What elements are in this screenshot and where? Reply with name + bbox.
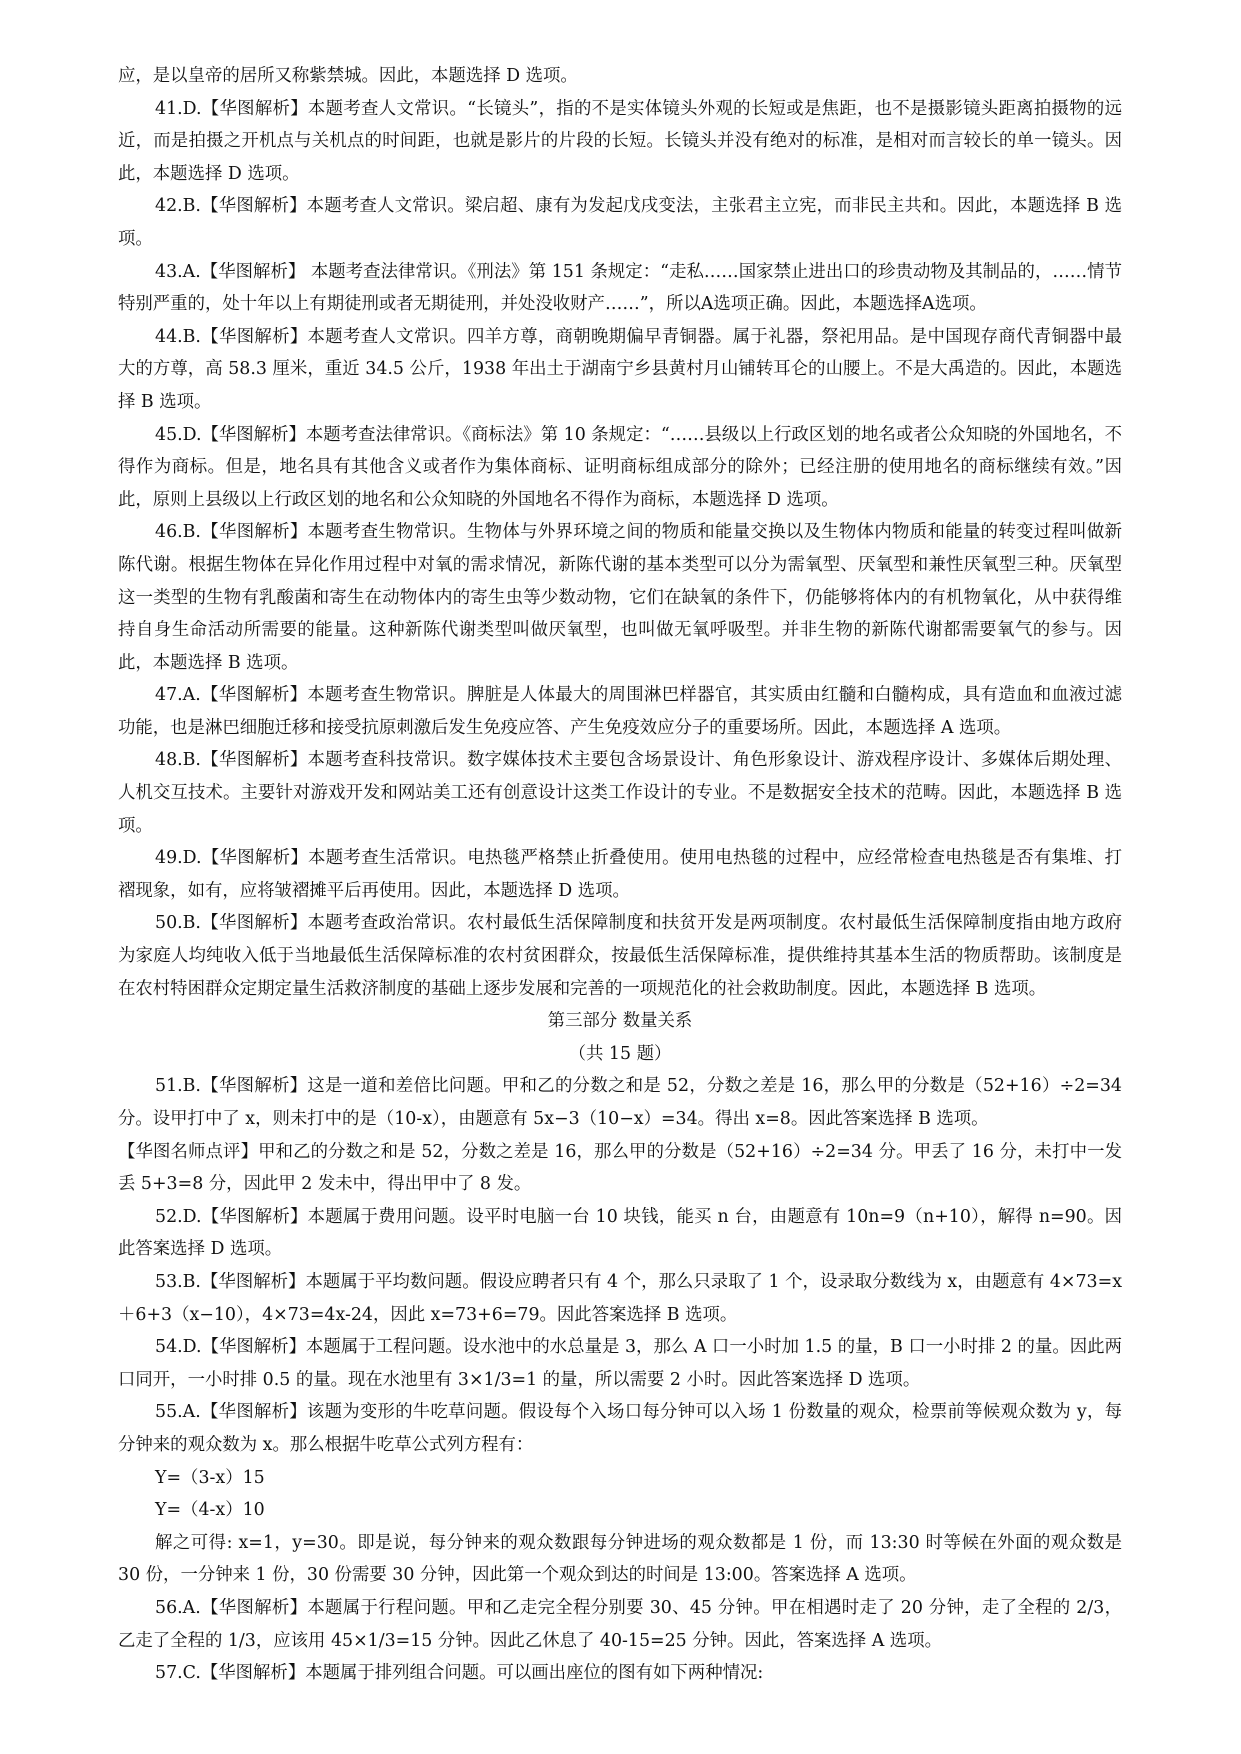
equation-line-2: Y=（4-x）10: [155, 1500, 265, 1521]
paragraph-answer-54: 54.D.【华图解析】本题属于工程问题。设水池中的水总量是 3，那么 A 口一小时加 1.5 的量，B 口一小时排 2 的量。因此两口同开，一小时排 0.5 的量。现在水池里有 3×1/3=1 的量，所以需要 2 小时。因此答案选择 D 选项。: [118, 1337, 1122, 1390]
paragraph-solution-55: 解之可得: x=1，y=30。即是说，每分钟来的观众数跟每分钟进场的观众数都是 1 份，而 13:30 时等候在外面的观众数是 30 份，一分钟来 1 份，30 份需要 30 分钟，因此第一个观众到达的时间是 13:00。答案选择 A 选项。: [118, 1532, 1122, 1586]
paragraph-answer-50: 50.B.【华图解析】本题考查政治常识。农村最低生活保障制度和扶贫开发是两项制度。农村最低生活保障制度指由地方政府为家庭人均纯收入低于当地最低生活保障标准的农村贫困群众，按最低生活保障标准，提供维持其基本生活的物质帮助。该制度是在农村特困群众定期定量生活救济制度的基础上逐步发展和完善的一项规范化的社会救助制度。因此，本题选择 B 选项。: [118, 913, 1122, 999]
paragraph-answer-56: 56.A.【华图解析】本题属于行程问题。甲和乙走完全程分别要 30、45 分钟。甲在相遇时走了 20 分钟，走了全程的 2/3，乙走了全程的 1/3，应该用 45×1/3=15 分钟。因此乙休息了 40-15=25 分钟。因此，答案选择 A 选项。: [118, 1597, 1122, 1651]
paragraph-40-end: 应，是以皇帝的居所又称紫禁城。因此，本题选择 D 选项。: [118, 66, 578, 86]
section-subheading: （共 15 题）: [568, 1043, 672, 1064]
paragraph-answer-47: 47.A.【华图解析】本题考查生物常识。脾脏是人体最大的周围淋巴样器官，其实质由红髓和白髓构成，具有造血和血液过滤功能，也是淋巴细胞迁移和接受抗原刺激后发生免疫应答、产生免疫效应分子的重要场所。因此，本题选择 A 选项。: [118, 685, 1122, 738]
paragraph-teacher-comment: 【华图名师点评】甲和乙的分数之和是 52，分数之差是 16，那么甲的分数是（52+16）÷2=34 分。甲丢了 16 分，未打中一发丢 5+3=8 分，因此甲 2 发未中，得出甲中了 8 发。: [118, 1141, 1122, 1195]
paragraph-answer-48: 48.B.【华图解析】本题考查科技常识。数字媒体技术主要包含场景设计、角色形象设计、游戏程序设计、多媒体后期处理、人机交互技术。主要针对游戏开发和网站美工还有创意设计这类工作设计的专业。不是数据安全技术的范畴。因此，本题选择 B 选项。: [118, 750, 1122, 836]
paragraph-answer-41: 41.D.【华图解析】本题考查人文常识。“长镜头”，指的不是实体镜头外观的长短或是焦距，也不是摄影镜头距离拍摄物的远近，而是拍摄之开机点与关机点的时间距，也就是影片的片段的长短。长镜头并没有绝对的标准，是相对而言较长的单一镜头。因此，本题选择 D 选项。: [118, 98, 1122, 184]
document-page: [118, 60, 1122, 1690]
paragraph-answer-42: 42.B.【华图解析】本题考查人文常识。梁启超、康有为发起戊戌变法，主张君主立宪，而非民主共和。因此，本题选择 B 选项。: [118, 196, 1122, 249]
paragraph-answer-46: 46.B.【华图解析】本题考查生物常识。生物体与外界环境之间的物质和能量交换以及生物体内物质和能量的转变过程叫做新陈代谢。根据生物体在异化作用过程中对氧的需求情况，新陈代谢的基本类型可以分为需氧型、厌氧型和兼性厌氧型三种。厌氧型这一类型的生物有乳酸菌和寄生在动物体内的寄生虫等少数动物，它们在缺氧的条件下，仍能够将体内的有机物氧化，从中获得维持自身生命活动所需要的能量。这种新陈代谢类型叫做厌氧型，也叫做无氧呼吸型。并非生物的新陈代谢都需要氧气的参与。因此，本题选择 B 选项。: [118, 522, 1122, 673]
paragraph-answer-49: 49.D.【华图解析】本题考查生活常识。电热毯严格禁止折叠使用。使用电热毯的过程中，应经常检查电热毯是否有集堆、打褶现象，如有，应将皱褶摊平后再使用。因此，本题选择 D 选项。: [118, 848, 1122, 901]
paragraph-answer-52: 52.D.【华图解析】本题属于费用问题。设平时电脑一台 10 块钱，能买 n 台，由题意有 10n=9（n+10），解得 n=90。因此答案选择 D 选项。: [118, 1206, 1122, 1260]
section-heading: 第三部分 数量关系: [547, 1011, 693, 1032]
paragraph-answer-55: 55.A.【华图解析】该题为变形的牛吃草问题。假设每个入场口每分钟可以入场 1 份数量的观众，检票前等候观众数为 y，每分钟来的观众数为 x。那么根据牛吃草公式列方程有：: [118, 1402, 1122, 1455]
paragraph-answer-43: 43.A.【华图解析】 本题考查法律常识。《刑法》第 151 条规定：“走私……国家禁止进出口的珍贵动物及其制品的，……情节特别严重的，处十年以上有期徒刑或者无期徒刑，并处没收财产……”，所以A选项正确。因此，本题选择A选项。: [118, 261, 1122, 315]
paragraph-answer-57: 57.C.【华图解析】本题属于排列组合问题。可以画出座位的图有如下两种情况:: [155, 1663, 764, 1684]
paragraph-answer-45: 45.D.【华图解析】本题考查法律常识。《商标法》第 10 条规定：“……县级以上行政区划的地名或者公众知晓的外国地名，不得作为商标。但是，地名具有其他含义或者作为集体商标、证明商标组成部分的除外；已经注册的使用地名的商标继续有效。”因此，原则上县级以上行政区划的地名和公众知晓的外国地名不得作为商标，本题选择 D 选项。: [118, 424, 1122, 510]
paragraph-answer-53: 53.B.【华图解析】本题属于平均数问题。假设应聘者只有 4 个，那么只录取了 1 个，设录取分数线为 x，由题意有 4×73=x＋6+3（x−10），4×73=4x-24，因此 x=73+6=79。因此答案选择 B 选项。: [118, 1271, 1122, 1325]
paragraph-answer-44: 44.B.【华图解析】本题考查人文常识。四羊方尊，商朝晚期偏早青铜器。属于礼器，祭祀用品。是中国现存商代青铜器中最大的方尊，高 58.3 厘米，重近 34.5 公斤，1938 年出土于湖南宁乡县黄村月山铺转耳仑的山腰上。不是大禹造的。因此，本题选择 B 选项。: [118, 326, 1122, 412]
paragraph-answer-51: 51.B.【华图解析】这是一道和差倍比问题。甲和乙的分数之和是 52，分数之差是 16，那么甲的分数是（52+16）÷2=34 分。设甲打中了 x，则未打中的是（10-x），由题意有 5x−3（10−x）=34。得出 x=8。因此答案选择 B 选项。: [118, 1076, 1122, 1129]
equation-line-1: Y=（3-x）15: [155, 1467, 265, 1488]
